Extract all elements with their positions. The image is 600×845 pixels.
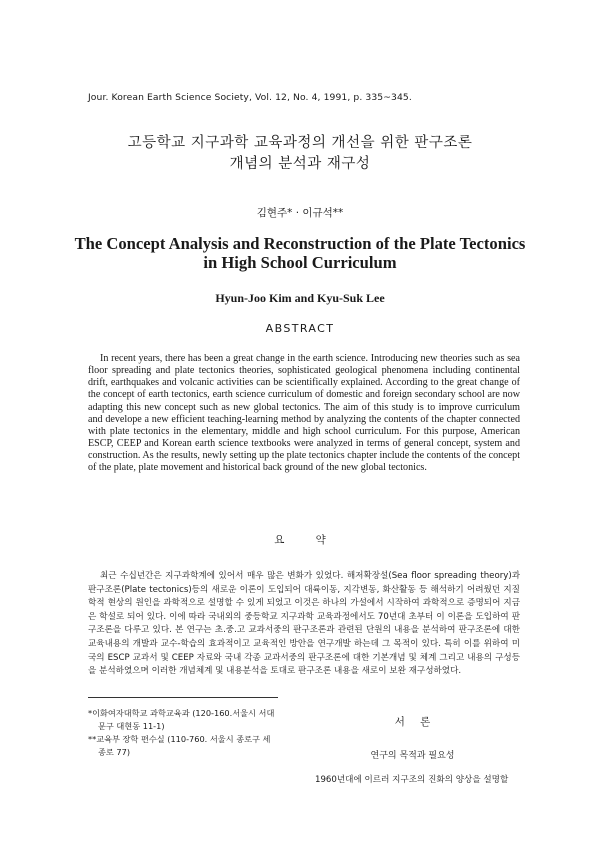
introduction-heading: 서 론	[394, 716, 437, 728]
summary-text: 최근 수십년간은 지구과학계에 있어서 매우 많은 변화가 있었다. 해저확장설(Sea floor spreading theory)과 판구조론(Plate tectonics)등의 새로운 이론이 도입되어 대륙이동, 지각변동, 화산활동 등 해석하기 어려웠던 지질학적 현상의 원인을 과학적으로 설명할 수 있게 되었고 이것은 하나의 가설에서 시작하여 과학적으로 증명되어 지금은 학설로 되어 있다. 이에 따라 국내외의 중등학교 지구과학 교육과정에서도 70년대 초부터 이 이론을 도입하여 판구조론을 다루고 있다. 본 연구는 초.중.고 교과서중의 판구조론과 관련된 단원의 내용을 분석하여 판구조론에 대한 교육내용의 개발과 교수-학습의 효과적이고 교육적인 방안을 연구개발 하는데 그 목적이 있다. 특히 이를 위하여 미국의 ESCP 교과서 및 CEEP 자료와 국내 각종 교과서중의 판구조론에 대한 기본개념 및 체계 그리고 내용의 구성등을 분석하였으며 이러한 개념체계 및 내용분석을 토대로 판구조론 내용을 새로이 보완 재구성하였다.	[88, 571, 520, 677]
abstract-heading: ABSTRACT	[265, 322, 335, 335]
korean-authors: 김현주* · 이규석**	[256, 207, 344, 219]
footnote-line: 문구 대현동 11-1)	[98, 721, 165, 731]
footnote-2	[88, 733, 288, 759]
english-title-line-2: in High School Curriculum	[203, 253, 397, 272]
footnote-divider	[88, 697, 278, 698]
footnote-1	[88, 707, 288, 733]
introduction-first-line: 1960년대에 이르러 지구조의 진화의 양상을 설명할	[315, 775, 509, 785]
footnote-mark: **	[88, 734, 97, 744]
footnote-line: 종로 77)	[98, 747, 131, 757]
korean-title-line-1: 고등학교 지구과학 교육과정의 개선을 위한 판구조론	[127, 135, 473, 151]
summary-body	[88, 570, 520, 679]
korean-title-line-2: 개념의 분석과 재구성	[229, 156, 371, 172]
footnote-line: 이화여자대학교 과학교육과 (120-160.서울시 서대	[92, 708, 275, 718]
introduction-subheading: 연구의 목적과 필요성	[370, 751, 455, 761]
footnote-line: 교육부 장학 편수실 (110-760. 서울시 종로구 세	[96, 734, 271, 744]
abstract-body	[88, 353, 520, 475]
footnote-mark: *	[88, 708, 93, 718]
english-authors: Hyun-Joo Kim and Kyu-Suk Lee	[215, 291, 385, 305]
english-title-line-1: The Concept Analysis and Reconstruction of the Plate Tectonics	[74, 234, 526, 253]
abstract-text: In recent years, there has been a great change in the earth science. Introducing new theories such as sea floor spreading and plate tectonics theories, sophisticated geological phenomena including continental drift, earthquakes and volcanic activities can be scientifically explained. According to the great change of the concept of earth tectonics, earth science curriculum of domestic and foreign secondary school are now adapting this new concept such as new global tectonics. The aim of this study is to improve curriculum and develope a new efficient teaching-learning method by analyzing the contents of the chapter connected with plate tectonics in the elementary, middle and high school curriculum. For this purpose, American ESCP, CEEP and Korean earth science textbooks were analyzed in terms of general concept, system and construction. As the results, newly setting up the plate tectonics chapter include the contents of the concept of the plate, plate movement and historical back ground of the new global tectonics.	[88, 353, 520, 474]
summary-heading: 요 약	[274, 534, 340, 546]
footnotes	[88, 707, 288, 759]
journal-citation: Jour. Korean Earth Science Society, Vol. 12, No. 4, 1991, p. 335~345.	[88, 92, 412, 103]
